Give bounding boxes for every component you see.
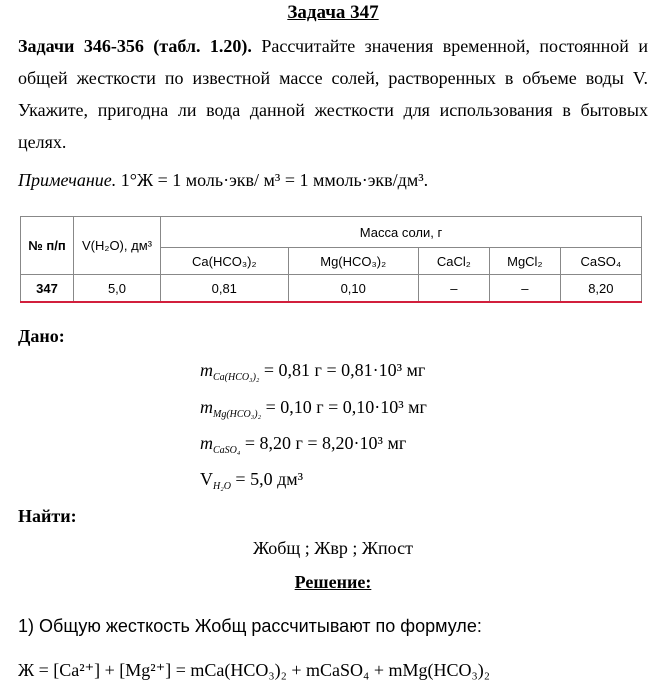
find-label: Найти: [18, 506, 77, 526]
given-sub: Ca(HCO₃)₂ [213, 372, 260, 383]
find-expression: Жобщ ; Жвр ; Жпост [253, 538, 413, 558]
note-text: 1°Ж = 1 моль·экв/ м³ = 1 ммоль·экв/дм³. [116, 170, 429, 190]
given-line [200, 469, 303, 492]
header-salt: Ca(HCO₃)₂ [161, 248, 289, 275]
page-title: Задача 347 [287, 2, 379, 23]
task-statement [18, 30, 648, 158]
given-sub: CaSO₄ [213, 445, 241, 456]
header-salt: Mg(HCO₃)₂ [288, 248, 418, 275]
row-num: 347 [21, 275, 74, 303]
row-volume: 5,0 [74, 275, 161, 303]
row-value: – [418, 275, 489, 303]
formula-partial: Ж = [Ca²⁺] + [Mg²⁺] = mCa(HCO₃)₂ + mCaSO₄ + mMg(HCO₃)₂ [18, 660, 491, 680]
salts-table [20, 216, 642, 303]
note [18, 170, 428, 191]
task-text: Рассчитайте значения временной, постоянной и общей жесткости по известной массе солей, растворенных в объеме воды V. Укажите, пригодна ли вода данной жесткости для использования в бытовых целях. [18, 36, 648, 152]
given-value: = 0,81 г = 0,81·10³ мг [259, 360, 426, 380]
header-salt: CaCl₂ [418, 248, 489, 275]
given-value: = 0,10 г = 0,10·10³ мг [261, 397, 427, 417]
note-label: Примечание. [18, 170, 117, 190]
given-line [200, 360, 425, 383]
header-mass: Масса соли, г [161, 217, 642, 248]
header-salt: MgCl₂ [489, 248, 560, 275]
task-lead: Задачи 346-356 (табл. 1.20). [18, 36, 252, 56]
row-value: – [489, 275, 560, 303]
header-volume: V(H₂O), дм³ [74, 217, 161, 275]
given-symbol: m [200, 397, 213, 417]
given-line [200, 433, 406, 456]
row-value: 0,81 [161, 275, 289, 303]
given-line [200, 397, 427, 420]
solution-label: Решение: [294, 572, 372, 592]
given-sub: H₂O [213, 481, 231, 492]
given-label: Дано: [18, 326, 65, 346]
given-symbol: m [200, 433, 213, 453]
row-value: 0,10 [288, 275, 418, 303]
header-salt: CaSO₄ [560, 248, 641, 275]
given-value: = 8,20 г = 8,20·10³ мг [240, 433, 407, 453]
step-1: 1) Общую жесткость Жобщ рассчитывают по формуле: [18, 616, 482, 636]
given-symbol: m [200, 360, 213, 380]
header-num: № п/п [21, 217, 74, 275]
given-symbol: V [200, 469, 213, 489]
given-sub: Mg(HCO₃)₂ [213, 409, 262, 420]
row-value: 8,20 [560, 275, 641, 303]
given-value: = 5,0 дм³ [230, 469, 304, 489]
